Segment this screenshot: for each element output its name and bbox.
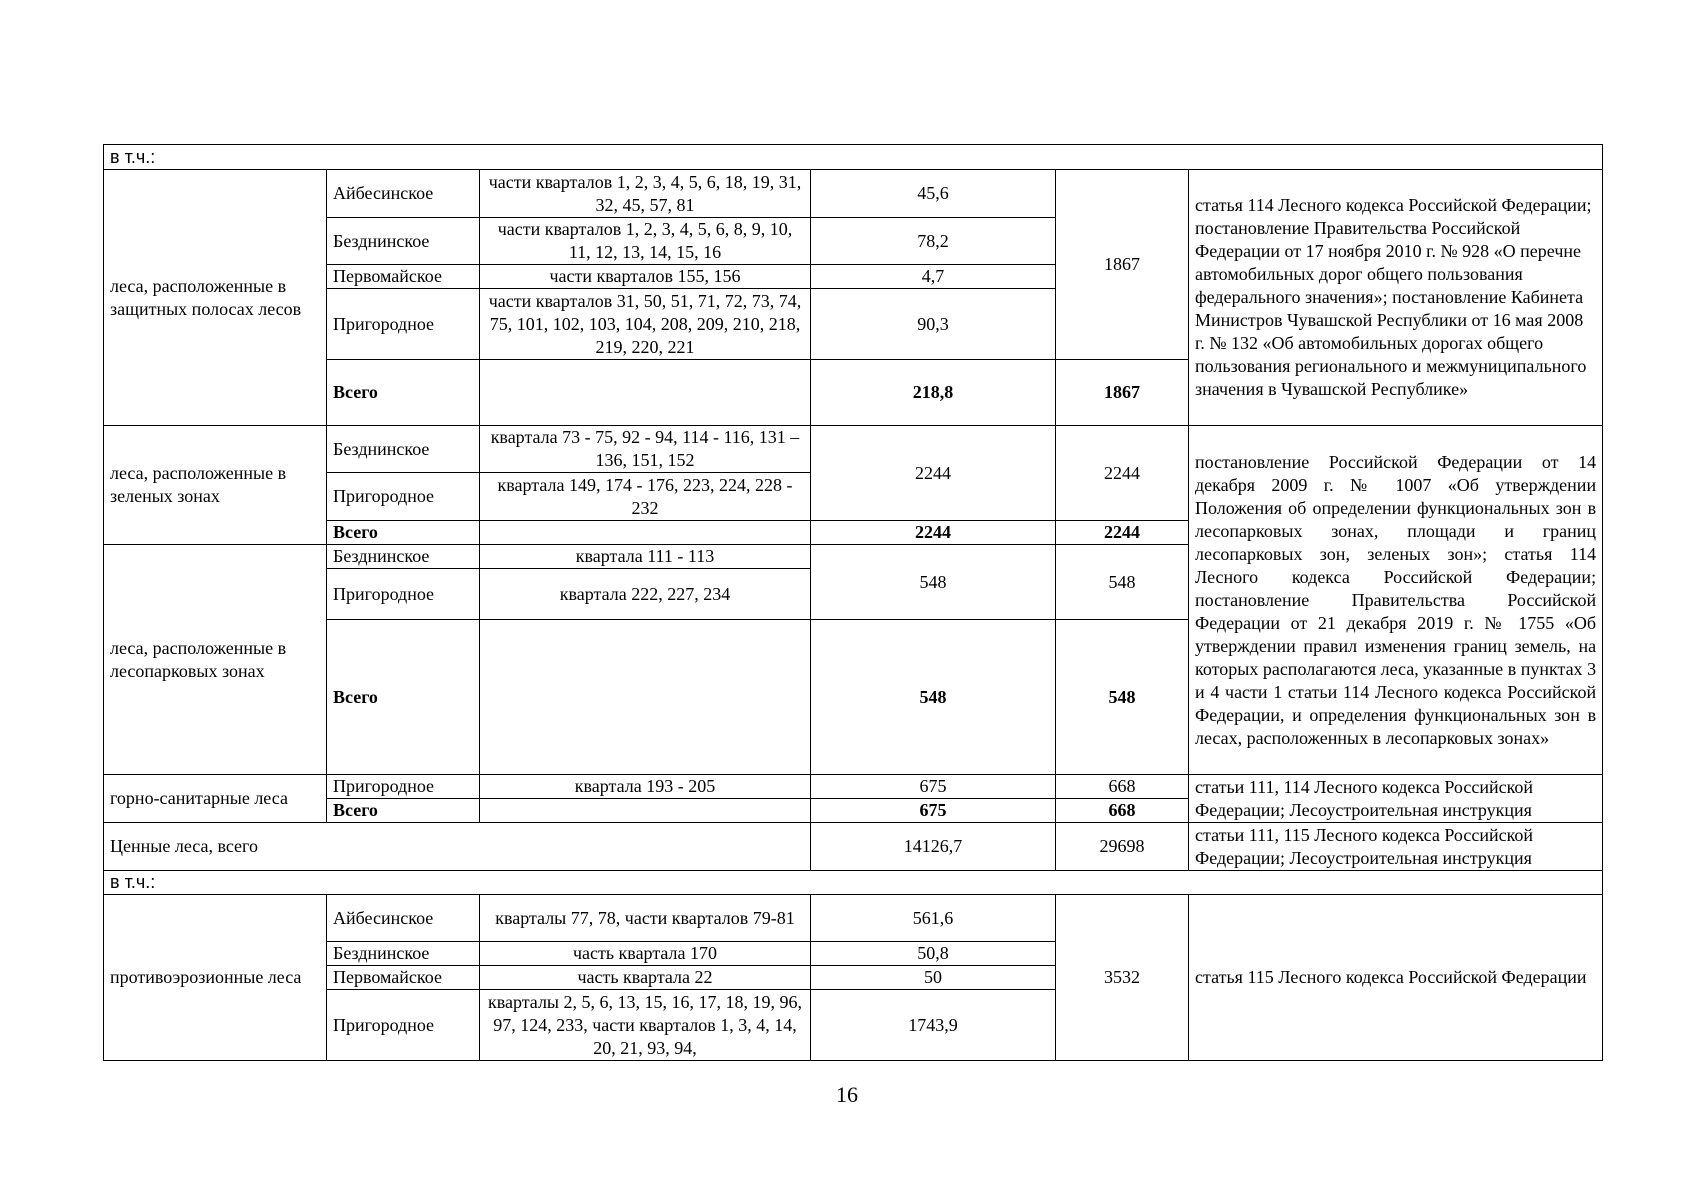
page-number: 16 [836, 1082, 858, 1107]
quarters-cell: квартала 73 - 75, 92 - 94, 114 - 116, 131 – 136, 151, 152 [480, 426, 811, 473]
table-row [104, 170, 1603, 218]
category-cell: горно-санитарные леса [104, 775, 327, 823]
quarters-cell: часть квартала 170 [480, 942, 811, 966]
legal-basis-cell: статьи 111, 115 Лесного кодекса Российской Федерации; Лесоустроительная инструкция [1189, 823, 1603, 871]
quarters-cell: квартала 149, 174 - 176, 223, 224, 228 - 232 [480, 473, 811, 521]
area-cell: 14126,7 [811, 823, 1056, 871]
forestry-cell: Айбесинское [327, 895, 480, 942]
category-cell: леса, расположенные в зеленых зонах [104, 426, 327, 545]
legal-basis-cell: статьи 111, 114 Лесного кодекса Российской Федерации; Лесоустроительная инструкция [1189, 775, 1603, 823]
forestry-cell: Безднинское [327, 218, 480, 265]
category-cell: противоэрозионные леса [104, 895, 327, 1061]
table-row [104, 871, 1603, 895]
area-cell: 50 [811, 966, 1056, 990]
subtitle-label: в т.ч.: [104, 145, 1603, 170]
quarters-cell: кварталы 77, 78, части кварталов 79-81 [480, 895, 811, 942]
quarters-cell: квартала 111 - 113 [480, 545, 811, 569]
value-cell: 1867 [1056, 170, 1189, 360]
value-cell: 668 [1056, 775, 1189, 799]
area-cell: 50,8 [811, 942, 1056, 966]
value-cell: 548 [1056, 545, 1189, 620]
total-value-cell: 1867 [1056, 360, 1189, 426]
legal-basis-cell: постановление Российской Федерации от 14 декабря 2009 г. № 1007 «Об утверждении Положения об определении функциональных зон в лесопарковых зонах, площади и границ лесопарковых зон, зеленых зон»; статья 114 Лесного кодекса Российской Федерации; постановление Правительства Российской Федерации от 21 декабря 2019 г. № 1755 «Об утверждении правил изменения границ земель, на которых располагаются леса, указанные в пунктах 3 и 4 части 1 статьи 114 Лесного кодекса Российской Федерации, и определения функциональных зон в лесах, расположенных в лесопарковых зонах» [1189, 426, 1603, 775]
quarters-cell: части кварталов 1, 2, 3, 4, 5, 6, 8, 9, 10, 11, 12, 13, 14, 15, 16 [480, 218, 811, 265]
quarters-cell: части кварталов 155, 156 [480, 265, 811, 289]
forestry-cell: Пригородное [327, 775, 480, 799]
quarters-cell: кварталы 2, 5, 6, 13, 15, 16, 17, 18, 19, 96, 97, 124, 233, части кварталов 1, 3, 4, 14, 20, 21, 93, 94, [480, 990, 811, 1061]
table-row [104, 775, 1603, 799]
empty-cell [480, 620, 811, 775]
forestry-cell: Безднинское [327, 545, 480, 569]
area-cell: 4,7 [811, 265, 1056, 289]
forestry-cell: Айбесинское [327, 170, 480, 218]
legal-basis-cell: статья 114 Лесного кодекса Российской Федерации; постановление Правительства Российской Федерации от 17 ноября 2010 г. № 928 «О перечне автомобильных дорог общего пользования федерального значения»; постановление Кабинета Министров Чувашской Республики от 16 мая 2008 г. № 132 «Об автомобильных дорогах общего пользования регионального и межмуниципального значения в Чувашской Республике» [1189, 170, 1603, 426]
total-label-cell: Всего [327, 521, 480, 545]
forestry-cell: Пригородное [327, 289, 480, 360]
total-area-cell: 675 [811, 799, 1056, 823]
forestry-cell: Пригородное [327, 473, 480, 521]
forestry-cell: Пригородное [327, 990, 480, 1061]
area-cell: 45,6 [811, 170, 1056, 218]
table-row [104, 426, 1603, 473]
table-row [104, 895, 1603, 942]
total-value-cell: 548 [1056, 620, 1189, 775]
area-cell: 675 [811, 775, 1056, 799]
quarters-cell: квартала 222, 227, 234 [480, 569, 811, 620]
area-cell: 561,6 [811, 895, 1056, 942]
total-label-cell: Всего [327, 360, 480, 426]
quarters-cell: часть квартала 22 [480, 966, 811, 990]
area-cell: 90,3 [811, 289, 1056, 360]
forestry-cell: Пригородное [327, 569, 480, 620]
total-value-cell: 2244 [1056, 521, 1189, 545]
forestry-cell: Первомайское [327, 265, 480, 289]
area-cell: 548 [811, 545, 1056, 620]
legal-basis-cell: статья 115 Лесного кодекса Российской Федерации [1189, 895, 1603, 1061]
total-label-cell: Всего [327, 799, 480, 823]
total-area-cell: 548 [811, 620, 1056, 775]
value-cell: 29698 [1056, 823, 1189, 871]
forestry-cell: Первомайское [327, 966, 480, 990]
value-cell: 3532 [1056, 895, 1189, 1061]
total-label-cell: Всего [327, 620, 480, 775]
forest-protection-table [103, 144, 1603, 1061]
area-cell: 2244 [811, 426, 1056, 521]
area-cell: 1743,9 [811, 990, 1056, 1061]
value-cell: 2244 [1056, 426, 1189, 521]
area-cell: 78,2 [811, 218, 1056, 265]
category-cell: леса, расположенные в защитных полосах лесов [104, 170, 327, 426]
quarters-cell: части кварталов 31, 50, 51, 71, 72, 73, 74, 75, 101, 102, 103, 104, 208, 209, 210, 218, 219, 220, 221 [480, 289, 811, 360]
total-value-cell: 668 [1056, 799, 1189, 823]
total-area-cell: 218,8 [811, 360, 1056, 426]
quarters-cell: части кварталов 1, 2, 3, 4, 5, 6, 18, 19, 31, 32, 45, 57, 81 [480, 170, 811, 218]
forestry-cell: Безднинское [327, 942, 480, 966]
quarters-cell: квартала 193 - 205 [480, 775, 811, 799]
table-row [104, 823, 1603, 871]
category-cell: леса, расположенные в лесопарковых зонах [104, 545, 327, 775]
empty-cell [480, 521, 811, 545]
empty-cell [480, 360, 811, 426]
empty-cell [480, 799, 811, 823]
forestry-cell: Безднинское [327, 426, 480, 473]
valuable-forests-label: Ценные леса, всего [104, 823, 811, 871]
table-row [104, 145, 1603, 170]
total-area-cell: 2244 [811, 521, 1056, 545]
subtitle-label: в т.ч.: [104, 871, 1603, 895]
